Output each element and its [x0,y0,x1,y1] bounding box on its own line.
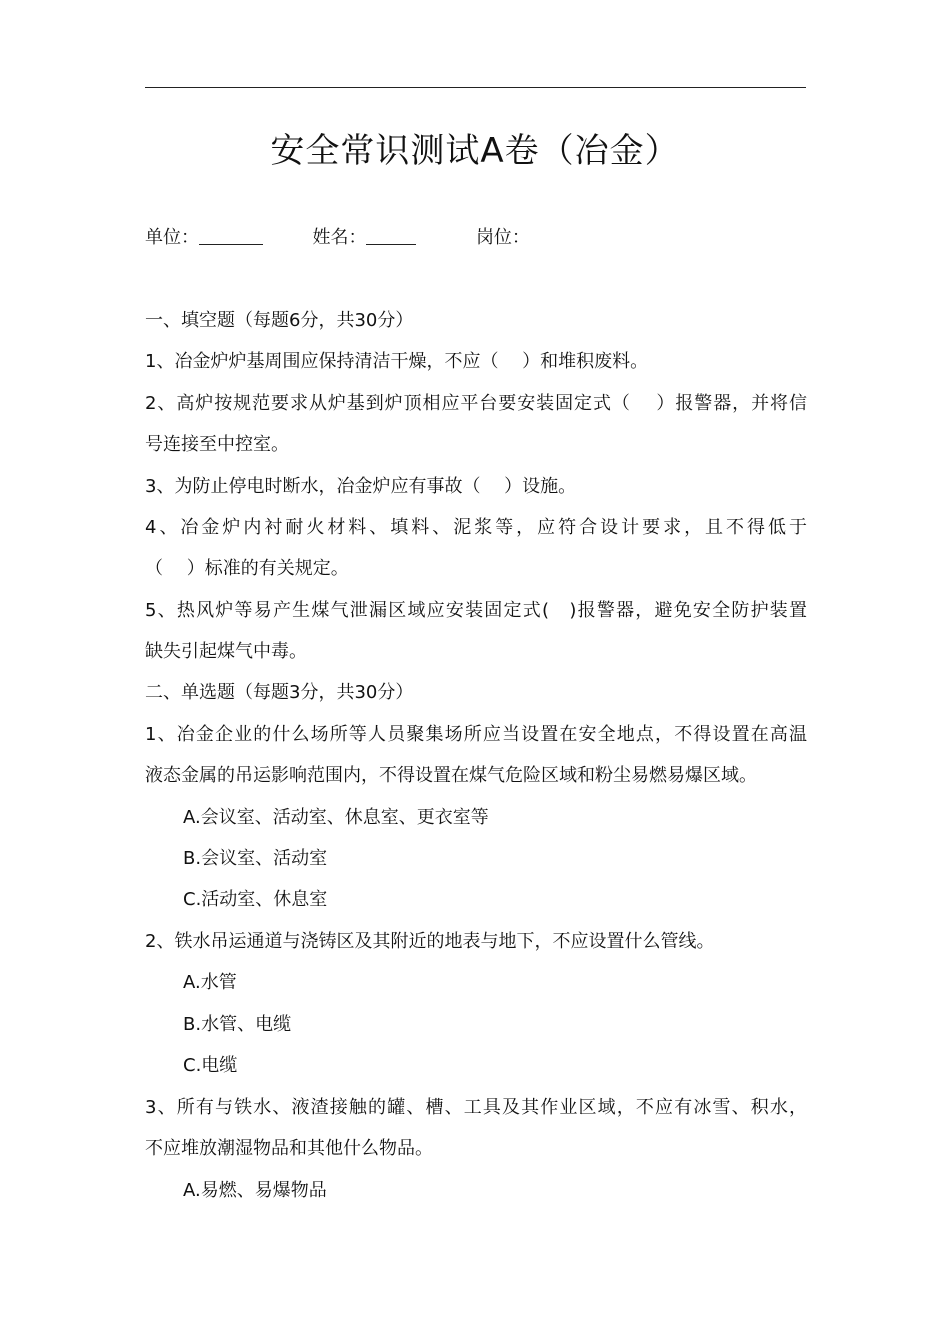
header-rule [145,87,806,88]
s2-q1-line1: 1、冶金企业的什么场所等人员聚集场所应当设置在安全地点，不得设置在高温 [145,724,807,745]
s1-q3: 3、为防止停电时断水，冶金炉应有事故（ ）设施。 [145,476,577,497]
name-label: 姓名： [312,227,367,248]
s1-q4-line1: 4、冶金炉内衬耐火材料、填料、泥浆等，应符合设计要求，且不得低于 [145,517,807,538]
s2-q2: 2、铁水吊运通道与浇铸区及其附近的地表与地下，不应设置什么管线。 [145,931,715,952]
s2-q3-line1: 3、所有与铁水、液渣接触的罐、槽、工具及其作业区域，不应有冰雪、积水， [145,1097,807,1118]
s2-q3-option-a: A.易燃、易爆物品 [183,1180,327,1201]
post-label: 岗位： [475,227,530,248]
s2-q1-line2: 液态金属的吊运影响范围内，不得设置在煤气危险区域和粉尘易燃易爆区域。 [145,765,757,786]
s1-q2-line1: 2、高炉按规范要求从炉基到炉顶相应平台要安装固定式（ ）报警器，并将信 [145,393,807,414]
unit-label: 单位： [145,227,199,248]
info-row [145,224,530,252]
s2-q1-option-a: A.会议室、活动室、休息室、更衣室等 [183,807,489,828]
s1-q5-line2: 缺失引起煤气中毒。 [145,641,307,662]
s2-q1-option-c: C.活动室、休息室 [183,889,328,910]
s2-q3-line2: 不应堆放潮湿物品和其他什么物品。 [145,1138,433,1159]
page-title: 安全常识测试A卷（冶金） [270,131,680,171]
s2-q2-option-b: B.水管、电缆 [183,1014,292,1035]
s1-q1: 1、冶金炉炉基周围应保持清洁干燥，不应（ ）和堆积废料。 [145,351,649,372]
section2-heading: 二、单选题（每题3分，共30分） [145,682,414,703]
s2-q2-option-a: A.水管 [183,972,237,993]
unit-blank [199,224,263,245]
s1-q4-line2: （ ）标准的有关规定。 [145,558,349,579]
section1-heading: 一、填空题（每题6分，共30分） [145,310,414,331]
s1-q2-line2: 号连接至中控室。 [145,434,289,455]
s2-q1-option-b: B.会议室、活动室 [183,848,328,869]
s2-q2-option-c: C.电缆 [183,1055,238,1076]
s1-q5-line1: 5、热风炉等易产生煤气泄漏区域应安装固定式( )报警器，避免安全防护装置 [145,600,807,621]
name-blank [366,224,416,245]
